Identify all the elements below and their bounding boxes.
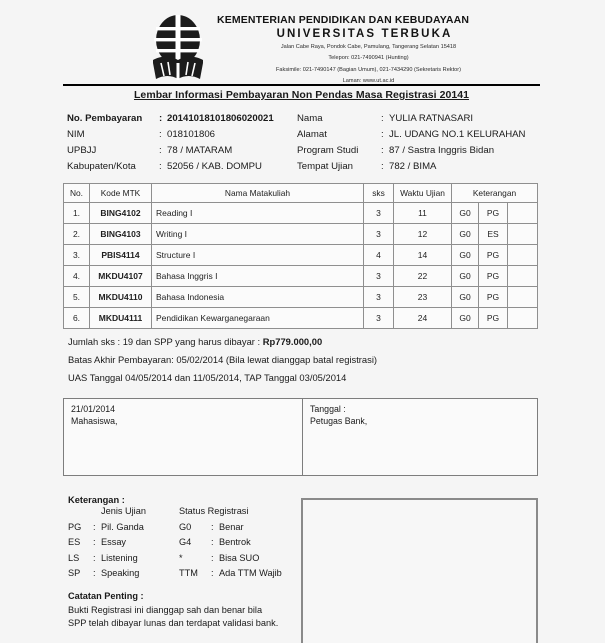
cell-nama-matakuliah: Structure I (152, 245, 364, 266)
institution-identity (209, 12, 540, 85)
cell-waktu-ujian: 23 (394, 287, 452, 308)
legend-status-desc: Bisa SUO (219, 552, 260, 563)
field-value-kabupaten-kota: 52056 / KAB. DOMPU (167, 160, 262, 172)
colon: : (381, 160, 384, 172)
cell-nama-matakuliah: Bahasa Inggris I (152, 266, 364, 287)
cell-keterangan-extra (508, 308, 538, 329)
cell-keterangan-extra (508, 224, 538, 245)
legend-status-code: * (179, 552, 183, 563)
legend-exam-desc: Pil. Ganda (101, 521, 144, 532)
info-row (67, 142, 537, 158)
cell-no: 5. (64, 287, 90, 308)
cell-keterangan-status: G0 (452, 287, 479, 308)
total-sks-text: Jumlah sks : 19 dan SPP yang harus dibayar : (68, 336, 263, 347)
legend-row (68, 568, 282, 584)
legend-status-code: TTM (179, 568, 198, 578)
column-header-kode-mtk: Kode MTK (90, 184, 152, 203)
cell-keterangan-jenis: PG (479, 287, 508, 308)
legend-exam-desc: Listening (101, 552, 138, 563)
field-value-nim: 018101806 (167, 128, 216, 140)
field-value-program-studi: 87 / Sastra Inggris Bidan (389, 144, 495, 156)
cell-keterangan-extra (508, 266, 538, 287)
cell-keterangan-status: G0 (452, 245, 479, 266)
legend-separator: : (93, 568, 96, 578)
cell-no: 4. (64, 266, 90, 287)
cell-keterangan-extra (508, 203, 538, 224)
bank-signature-date-label: Tanggal : (310, 404, 346, 414)
exam-dates: UAS Tanggal 04/05/2014 dan 11/05/2014, TAP Tanggal 03/05/2014 (68, 372, 347, 383)
cell-waktu-ujian: 14 (394, 245, 452, 266)
legend-exam-desc: Speaking (101, 568, 140, 578)
cell-sks: 3 (364, 266, 394, 287)
legend-exam-code: LS (68, 552, 80, 563)
legend-separator: : (211, 552, 214, 563)
institution-website: Laman: www.ut.ac.id (342, 77, 395, 84)
legend-exam-code: ES (68, 537, 81, 547)
legend-separator: : (211, 537, 214, 547)
cell-keterangan-jenis: PG (479, 203, 508, 224)
field-value-alamat: JL. UDANG NO.1 KELURAHAN (389, 128, 526, 140)
field-label-no-pembayaran: No. Pembayaran (67, 112, 143, 124)
column-header-sks: sks (364, 184, 394, 203)
legend-section (68, 495, 303, 584)
colon: : (159, 112, 163, 124)
table-row (64, 245, 538, 266)
bank-signature-role: Petugas Bank, (310, 415, 368, 426)
field-value-nama: YULIA RATNASARI (389, 112, 474, 124)
legend-separator: : (93, 521, 96, 532)
university-name: UNIVERSITAS TERBUKA (276, 28, 453, 40)
ministry-name: KEMENTERIAN PENDIDIKAN DAN KEBUDAYAAN (217, 14, 470, 26)
total-sks-and-amount (68, 333, 538, 351)
total-amount: Rp779.000,00 (262, 336, 323, 347)
header-divider (63, 84, 540, 86)
table-row (64, 287, 538, 308)
legend-exam-desc: Essay (101, 537, 127, 547)
info-row (67, 158, 537, 174)
legend-status-desc: Bentrok (219, 537, 251, 547)
table-row (64, 308, 538, 329)
field-value-upbjj: 78 / MATARAM (167, 144, 233, 156)
cell-sks: 3 (364, 287, 394, 308)
cell-no: 6. (64, 308, 90, 329)
field-label-alamat: Alamat (297, 128, 327, 140)
legend-status-desc: Benar (219, 521, 244, 532)
cell-keterangan-extra (508, 245, 538, 266)
colon: : (381, 112, 384, 124)
legend-status-desc: Ada TTM Wajib (219, 568, 282, 578)
cell-keterangan-jenis: PG (479, 266, 508, 287)
table-row (64, 266, 538, 287)
legend-table (68, 506, 282, 584)
cell-nama-matakuliah: Bahasa Indonesia (152, 287, 364, 308)
cell-no: 1. (64, 203, 90, 224)
legend-status-code: G4 (179, 537, 192, 547)
cell-waktu-ujian: 11 (394, 203, 452, 224)
institution-fax: Faksimile: 021-7490147 (Bagian Umum), 021-7434290 (Sekretaris Rektor) (276, 66, 461, 73)
table-row (64, 203, 538, 224)
cell-keterangan-status: G0 (452, 308, 479, 329)
student-signature-box (63, 398, 303, 476)
info-row (67, 110, 537, 126)
colon: : (381, 144, 384, 156)
cell-sks: 3 (364, 203, 394, 224)
legend-row (68, 522, 282, 538)
cell-kode-mtk: MKDU4110 (90, 287, 152, 308)
bank-validation-box (301, 498, 538, 643)
payment-deadline: Batas Akhir Pembayaran: 05/02/2014 (Bila lewat dianggap batal registrasi) (68, 354, 378, 365)
signature-section (63, 398, 538, 476)
table-header-row (64, 184, 538, 203)
field-value-tempat-ujian: 782 / BIMA (389, 160, 437, 172)
cell-keterangan-extra (508, 287, 538, 308)
institution-phone: Telepon: 021-7490941 (Hunting) (328, 55, 409, 62)
student-info-fields (67, 110, 537, 174)
column-header-nama-matakuliah: Nama Matakuliah (152, 184, 364, 203)
column-header-waktu-ujian: Waktu Ujian (394, 184, 452, 203)
cell-sks: 4 (364, 245, 394, 266)
legend-status-code: G0 (179, 521, 192, 532)
cell-kode-mtk: BING4102 (90, 203, 152, 224)
cell-kode-mtk: MKDU4111 (90, 308, 152, 329)
cell-waktu-ujian: 24 (394, 308, 452, 329)
cell-keterangan-jenis: PG (479, 308, 508, 329)
info-row (67, 126, 537, 142)
course-table (63, 183, 538, 329)
page-title: Lembar Informasi Pembayaran Non Pendas Masa Registrasi 20141 (133, 89, 470, 101)
legend-row (68, 553, 282, 569)
student-signature-date: 21/01/2014 (71, 404, 116, 414)
cell-kode-mtk: BING4103 (90, 224, 152, 245)
colon: : (159, 144, 162, 156)
cell-no: 2. (64, 224, 90, 245)
note-title: Catatan Penting : (68, 591, 144, 601)
cell-keterangan-jenis: ES (479, 224, 508, 245)
cell-no: 3. (64, 245, 90, 266)
legend-title: Keterangan : (68, 495, 125, 505)
cell-kode-mtk: MKDU4107 (90, 266, 152, 287)
cell-keterangan-jenis: PG (479, 245, 508, 266)
field-label-program-studi: Program Studi (297, 144, 359, 156)
legend-exam-code: PG (68, 521, 82, 532)
column-header-keterangan: Keterangan (452, 184, 538, 203)
cell-sks: 3 (364, 224, 394, 245)
institution-address: Jalan Cabe Raya, Pondok Cabe, Pamulang, Tangerang Selatan 15418 (280, 44, 457, 50)
cell-keterangan-status: G0 (452, 203, 479, 224)
field-label-upbjj: UPBJJ (67, 144, 97, 156)
cell-keterangan-status: G0 (452, 224, 479, 245)
bank-officer-signature-box (303, 398, 538, 476)
cell-waktu-ujian: 22 (394, 266, 452, 287)
legend-separator: : (93, 537, 96, 547)
legend-separator: : (93, 552, 96, 563)
table-row (64, 224, 538, 245)
field-label-nim: NIM (67, 128, 85, 140)
student-signature-role: Mahasiswa, (71, 415, 118, 426)
note-line-2: SPP telah dibayar lunas dan terdapat validasi bank. (68, 618, 279, 628)
colon: : (159, 128, 162, 140)
payment-summary (68, 333, 538, 387)
cell-waktu-ujian: 12 (394, 224, 452, 245)
important-note-section (68, 590, 308, 631)
note-line-1: Bukti Registrasi ini dianggap sah dan benar bila (68, 604, 263, 615)
field-value-no-pembayaran: 20141018101806020021 (167, 112, 274, 124)
cell-keterangan-status: G0 (452, 266, 479, 287)
cell-nama-matakuliah: Pendidikan Kewarganegaraan (152, 308, 364, 329)
field-label-tempat-ujian: Tempat Ujian (297, 160, 353, 172)
legend-header-status-registrasi: Status Registrasi (179, 506, 249, 516)
cell-nama-matakuliah: Reading I (152, 203, 364, 224)
cell-sks: 3 (364, 308, 394, 329)
legend-separator: : (211, 521, 214, 532)
document-header (63, 12, 540, 86)
legend-exam-code: SP (68, 568, 81, 578)
university-globe-book-logo-icon (147, 12, 209, 84)
legend-header-row (68, 506, 282, 522)
cell-nama-matakuliah: Writing I (152, 224, 364, 245)
colon: : (381, 128, 384, 140)
legend-separator: : (211, 568, 214, 578)
field-label-nama: Nama (297, 112, 323, 124)
field-label-kabupaten-kota: Kabupaten/Kota (67, 160, 136, 172)
column-header-no: No. (64, 184, 90, 203)
colon: : (159, 160, 162, 172)
legend-header-jenis-ujian: Jenis Ujian (101, 506, 146, 516)
cell-kode-mtk: PBIS4114 (90, 245, 152, 266)
legend-row (68, 537, 282, 553)
